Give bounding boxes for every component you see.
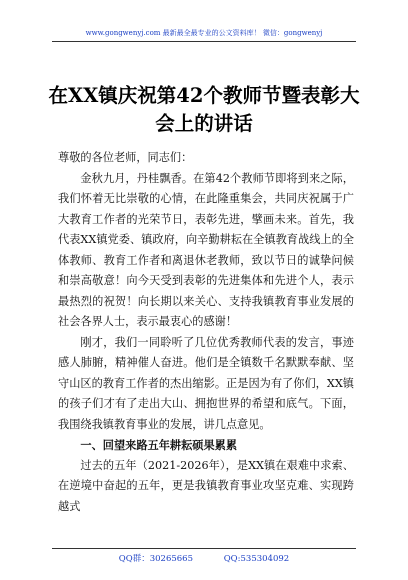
footer-divider — [52, 548, 356, 549]
document-title: 在XX镇庆祝第42个教师节暨表彰大会上的讲话 — [48, 84, 360, 135]
header-divider — [52, 41, 356, 42]
footer-qq: QQ:535304092 — [223, 554, 290, 564]
page-footer — [52, 552, 356, 564]
body-paragraph: 金秋九月，丹桂飘香。在第42个教师节即将到来之际，我们怀着无比崇敬的心情，在此隆重集会，共同庆祝属于广大教育工作者的光荣节日，表彰先进，擘画未来。首先，我代表XX镇党委、镇政府，向辛勤耕耘在全镇教育战线上的全体教师、教育工作者和离退休老教师，致以节日的诚挚问候和崇高敬意！向今天受到表彰的先进集体和先进个人，表示最热烈的祝贺！向长期以来关心、支持我镇教育事业发展的社会各界人士，表示最衷心的感谢！ — [58, 171, 354, 328]
section-heading: 一、回望来路五年耕耘硕果累累 — [80, 438, 238, 452]
body-paragraph: 过去的五年（2021-2026年），是XX镇在艰难中求索、在逆境中奋起的五年，更是我镇教育事业攻坚克难、实现跨越式 — [58, 458, 354, 513]
page-header: www.gongwenyj.com 最新最全最专业的公文资料库！ 微信：gongwenyj — [85, 29, 323, 37]
salutation: 尊敬的各位老师，同志们： — [58, 151, 193, 164]
footer-qq-group: QQ群：30265665 — [118, 554, 193, 564]
document-body — [58, 148, 354, 517]
body-paragraph: 刚才，我们一同聆听了几位优秀教师代表的发言，事迹感人肺腑，精神催人奋进。他们是全镇数千名默默奉献、坚守山区的教育工作者的杰出缩影。正是因为有了你们，XX镇的孩子们才有了走出大山、拥抱世界的希望和底气。下面，我围绕我镇教育事业的发展，讲几点意见。 — [58, 335, 354, 431]
